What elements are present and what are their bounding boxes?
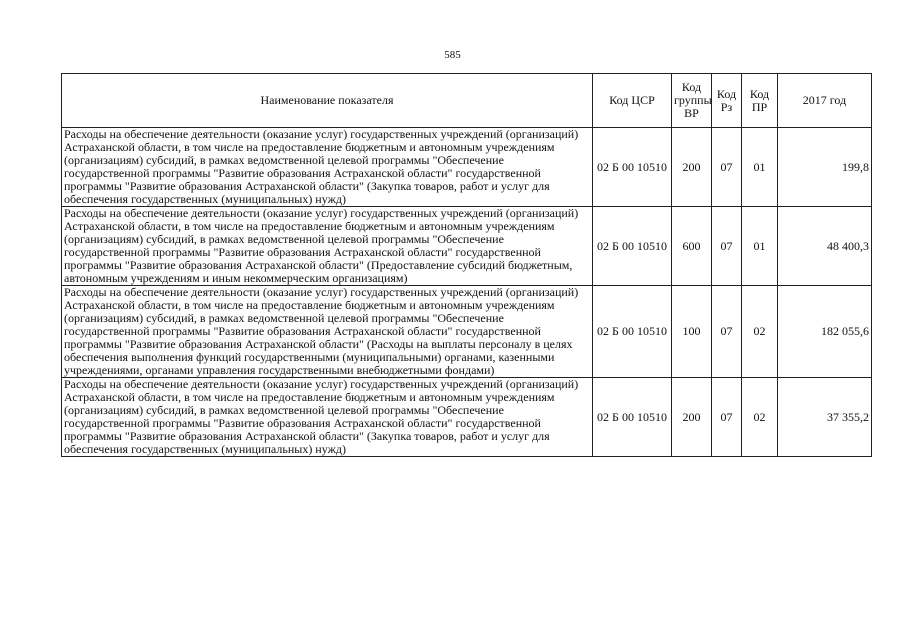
row-amount-cell: 48 400,3: [778, 207, 872, 286]
row-name-cell: Расходы на обеспечение деятельности (оказание услуг) государственных учреждений (организаций) Астраханской области, в том числе на предоставление бюджетным и автономным учреждениям (организациям) субсидий, в рамках ведомственной целевой программы "Обеспечение государственной программы "Развитие образования Астраханской области" государственной программы "Развитие образования Астраханской области" (Закупка товаров, работ и услуг для обеспечения государственных (муниципальных) нужд): [62, 128, 593, 207]
row-pr-cell: 01: [742, 207, 778, 286]
row-amount-cell: 37 355,2: [778, 378, 872, 457]
header-vr: Код группы ВР: [672, 74, 712, 128]
table-row: [62, 128, 872, 207]
row-pr-cell: 01: [742, 128, 778, 207]
row-rz-cell: 07: [712, 286, 742, 378]
row-vr-cell: 100: [672, 286, 712, 378]
table-row: [62, 286, 872, 378]
row-rz-cell: 07: [712, 128, 742, 207]
header-rz: Код Рз: [712, 74, 742, 128]
row-name-cell: Расходы на обеспечение деятельности (оказание услуг) государственных учреждений (организаций) Астраханской области, в том числе на предоставление бюджетным и автономным учреждениям (организациям) субсидий, в рамках ведомственной целевой программы "Обеспечение государственной программы "Развитие образования Астраханской области" государственной программы "Развитие образования Астраханской области" (Предоставление субсидий бюджетным, автономным учреждениям и иным некоммерческим организациям): [62, 207, 593, 286]
row-csr-cell: 02 Б 00 10510: [593, 128, 672, 207]
row-vr-cell: 200: [672, 378, 712, 457]
row-rz-cell: 07: [712, 378, 742, 457]
page-number: 585: [444, 49, 461, 61]
budget-table: [61, 73, 872, 457]
header-year: 2017 год: [778, 74, 872, 128]
row-rz-cell: 07: [712, 207, 742, 286]
row-csr-cell: 02 Б 00 10510: [593, 378, 672, 457]
row-pr-cell: 02: [742, 378, 778, 457]
header-name: Наименование показателя: [62, 74, 593, 128]
table-row: [62, 207, 872, 286]
row-name-cell: Расходы на обеспечение деятельности (оказание услуг) государственных учреждений (организаций) Астраханской области, в том числе на предоставление бюджетным и автономным учреждениям (организациям) субсидий, в рамках ведомственной целевой программы "Обеспечение государственной программы "Развитие образования Астраханской области" государственной программы "Развитие образования Астраханской области" (Расходы на выплаты персоналу в целях обеспечения выполнения функций государственными (муниципальными) органами, казенными учреждениями, органами управления государственными внебюджетными фондами): [62, 286, 593, 378]
header-csr: Код ЦСР: [593, 74, 672, 128]
row-amount-cell: 182 055,6: [778, 286, 872, 378]
table-header-row: [62, 74, 872, 128]
row-csr-cell: 02 Б 00 10510: [593, 207, 672, 286]
row-vr-cell: 200: [672, 128, 712, 207]
row-csr-cell: 02 Б 00 10510: [593, 286, 672, 378]
row-vr-cell: 600: [672, 207, 712, 286]
header-pr: Код ПР: [742, 74, 778, 128]
row-name-cell: Расходы на обеспечение деятельности (оказание услуг) государственных учреждений (организаций) Астраханской области, в том числе на предоставление бюджетным и автономным учреждениям (организациям) субсидий, в рамках ведомственной целевой программы "Обеспечение государственной программы "Развитие образования Астраханской области" государственной программы "Развитие образования Астраханской области" (Закупка товаров, работ и услуг для обеспечения государственных (муниципальных) нужд): [62, 378, 593, 457]
row-pr-cell: 02: [742, 286, 778, 378]
row-amount-cell: 199,8: [778, 128, 872, 207]
table-row: [62, 378, 872, 457]
